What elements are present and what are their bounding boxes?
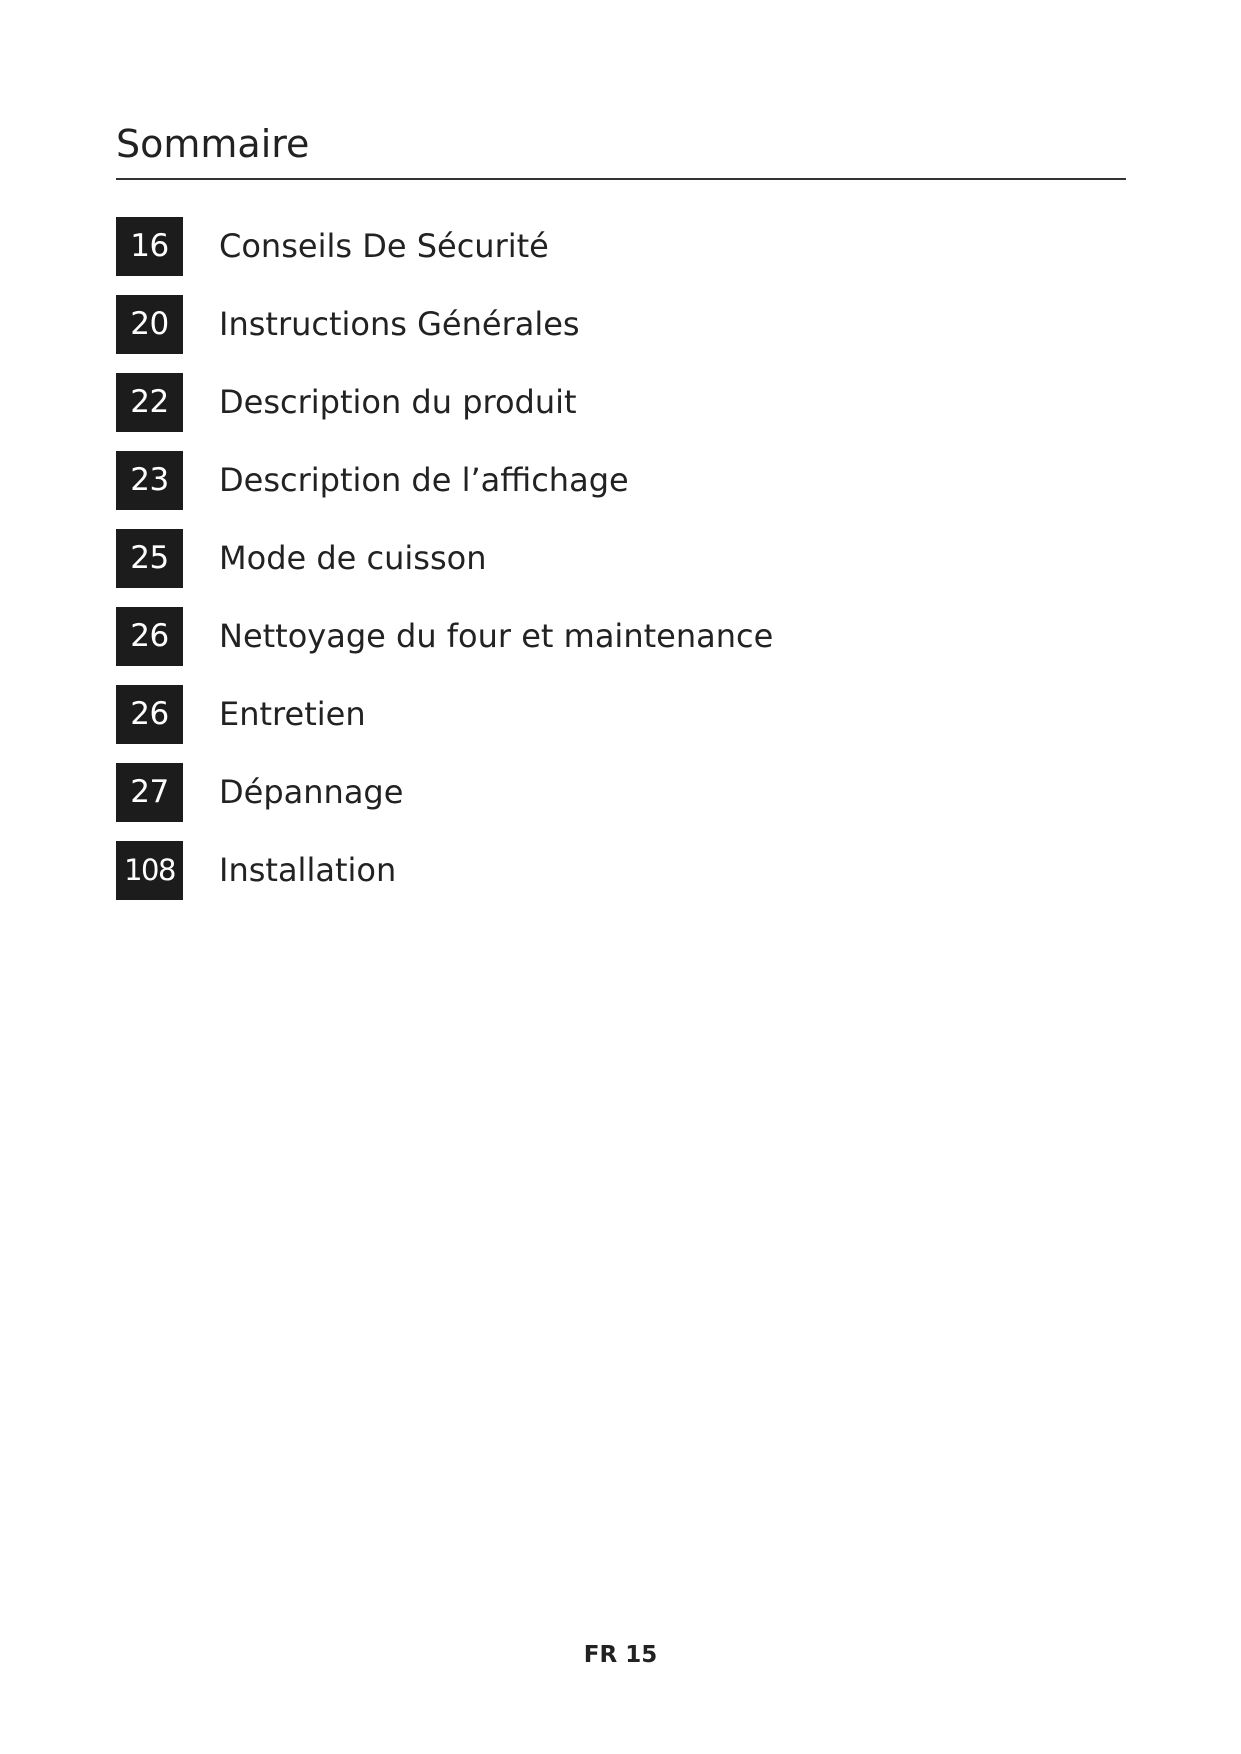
toc-item-label: Entretien: [219, 695, 366, 733]
page-number-badge: 16: [116, 217, 183, 276]
toc-item-label: Dépannage: [219, 773, 404, 811]
toc-item[interactable]: [116, 295, 1126, 354]
page-number-badge: 25: [116, 529, 183, 588]
toc-item-label: Nettoyage du four et maintenance: [219, 617, 774, 655]
toc-item-label: Installation: [219, 851, 397, 889]
toc-item[interactable]: [116, 373, 1126, 432]
toc-item[interactable]: [116, 685, 1126, 744]
toc-item[interactable]: [116, 763, 1126, 822]
toc-item-label: Conseils De Sécurité: [219, 227, 549, 265]
toc-item-label: Instructions Générales: [219, 305, 580, 343]
page-number-badge: 26: [116, 607, 183, 666]
page-title: Sommaire: [116, 122, 310, 166]
toc-item[interactable]: [116, 451, 1126, 510]
toc-item[interactable]: [116, 217, 1126, 276]
page-number-badge: 27: [116, 763, 183, 822]
table-of-contents: [116, 217, 1126, 919]
page-number-badge: 22: [116, 373, 183, 432]
page-footer: FR 15: [583, 1642, 658, 1668]
toc-item[interactable]: [116, 607, 1126, 666]
page-number-badge: 23: [116, 451, 183, 510]
page-number-badge: 20: [116, 295, 183, 354]
toc-item-label: Mode de cuisson: [219, 539, 487, 577]
toc-item-label: Description du produit: [219, 383, 577, 421]
toc-item-label: Description de l’affichage: [219, 461, 629, 499]
title-divider: [116, 178, 1126, 180]
toc-item[interactable]: [116, 529, 1126, 588]
toc-item[interactable]: [116, 841, 1126, 900]
page-number-badge: 108: [116, 841, 183, 900]
page-number-badge: 26: [116, 685, 183, 744]
